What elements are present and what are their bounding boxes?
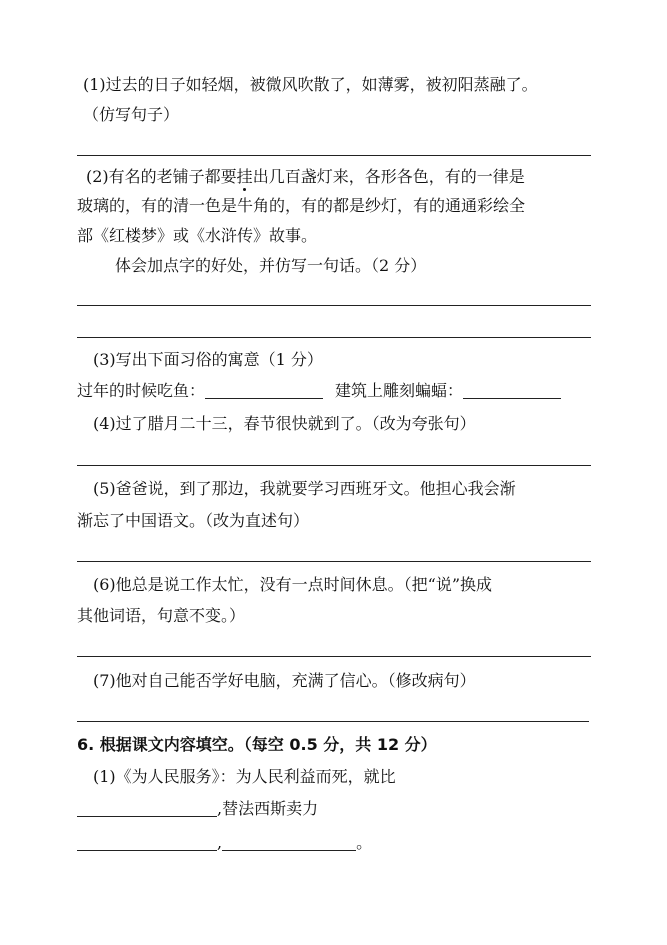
q5-line1: (5)爸爸说，到了那边，我就要学习西班牙文。他担心我会渐 (93, 479, 516, 498)
section6-item1-line3 (77, 832, 372, 854)
section6-item1-end: 。 (356, 833, 373, 852)
section6-item1: (1)《为人民服务》：为人民利益而死，就比 (93, 767, 396, 786)
q1-line1: (1)过去的日子如轻烟，被微风吹散了，如薄雾，被初阳蒸融了。 (83, 75, 538, 94)
q7-answer-line[interactable] (77, 721, 589, 722)
q3-item2-blank[interactable] (463, 382, 561, 399)
q2-line1 (86, 166, 525, 188)
q6-line2: 其他词语，句意不变。） (77, 606, 246, 625)
section6-blank-1[interactable] (77, 800, 217, 817)
q2-dotted-char: 挂 (236, 167, 253, 186)
section6-blank-3[interactable] (222, 834, 356, 851)
q2-line4: 体会加点字的好处，并仿写一句话。（2 分） (115, 256, 427, 275)
q1-answer-line[interactable] (77, 155, 591, 156)
q1-line2: （仿写句子） (83, 105, 180, 124)
section6-item1-line2 (77, 798, 318, 820)
section6-blank-2[interactable] (77, 834, 217, 851)
section6-item1-sep: , (217, 833, 223, 852)
q7-line1: (7)他对自己能否学好电脑，充满了信心。（修改病句） (93, 671, 476, 690)
q3-item1-blank[interactable] (205, 382, 323, 399)
q2-answer-line-1[interactable] (77, 305, 591, 306)
q2-line1-pre: (2)有名的老铺子都要 (86, 167, 237, 186)
q5-line2: 渐忘了中国语文。（改为直述句） (77, 511, 310, 530)
q3-line1: (3)写出下面习俗的寓意（1 分） (93, 350, 323, 369)
q3-items (77, 380, 561, 402)
section6-heading: 6. 根据课文内容填空。（每空 0.5 分，共 12 分） (77, 735, 437, 754)
q2-answer-line-2[interactable] (77, 337, 591, 338)
section6-item1-cont: ,替法西斯卖力 (217, 799, 319, 818)
q4-line1: (4)过了腊月二十三，春节很快就到了。（改为夸张句） (93, 414, 476, 433)
q4-answer-line[interactable] (77, 465, 591, 466)
q3-item2-label: 建筑上雕刻蝙蝠： (335, 381, 464, 400)
q2-line3: 部《红楼梦》或《水浒传》故事。 (77, 226, 318, 245)
q3-item1-label: 过年的时候吃鱼： (77, 381, 206, 400)
q6-line1: (6)他总是说工作太忙，没有一点时间休息。（把“说”换成 (93, 575, 493, 594)
q2-line1-mid: 出几百盏灯来，各形各色，有的一律是 (252, 167, 525, 186)
q5-answer-line[interactable] (77, 561, 591, 562)
q2-line2: 玻璃的，有的清一色是牛角的，有的都是纱灯，有的通通彩绘全 (77, 196, 526, 215)
q6-answer-line[interactable] (77, 656, 591, 657)
